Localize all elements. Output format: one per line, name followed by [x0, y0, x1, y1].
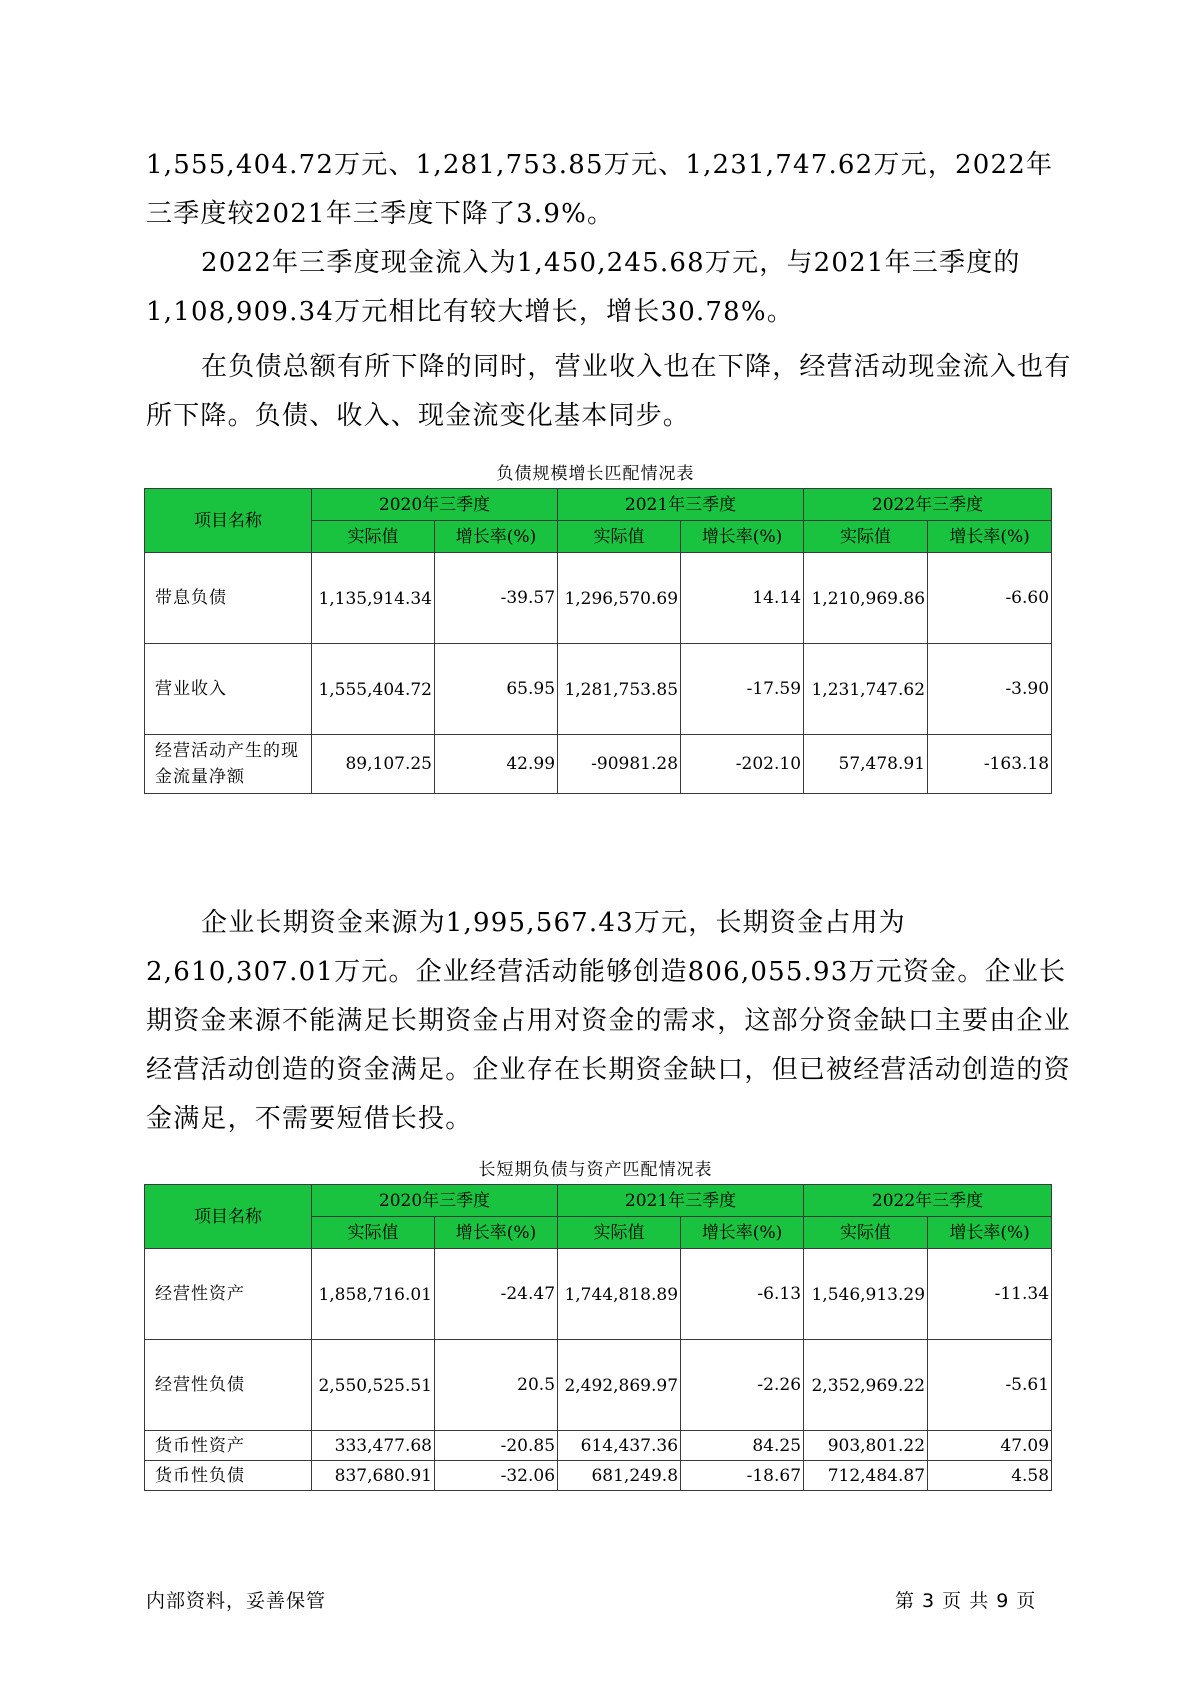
- table-row: [145, 1461, 1052, 1491]
- header-actual: 实际值: [804, 521, 928, 553]
- footer-confidential-note: 内部资料，妥善保管: [146, 1590, 327, 1612]
- growth-rate: -163.18: [928, 735, 1052, 794]
- header-item-name: 项目名称: [145, 489, 312, 553]
- footer-page-number: 第 3 页 共 9 页: [895, 1590, 1037, 1612]
- paragraph-continued: 1,555,404.72万元、1,281,753.85万元、1,231,747.62万元，2022年三季度较2021年三季度下降了3.9%。: [146, 150, 1054, 229]
- actual-value: 1,135,914.34: [312, 553, 435, 644]
- header-actual: 实际值: [312, 521, 435, 553]
- debt-growth-table: [144, 488, 1052, 794]
- header-period-2021: 2021年三季度: [558, 489, 804, 521]
- actual-value: 1,858,716.01: [312, 1249, 435, 1340]
- growth-rate: -18.67: [681, 1461, 804, 1491]
- actual-value: 1,555,404.72: [312, 644, 435, 735]
- growth-rate: -20.85: [435, 1431, 558, 1461]
- growth-rate: -202.10: [681, 735, 804, 794]
- header-growth: 增长率(%): [928, 1217, 1052, 1249]
- table-caption: 负债规模增长匹配情况表: [496, 464, 695, 484]
- header-period-2020: 2020年三季度: [312, 489, 558, 521]
- header-period-2022: 2022年三季度: [804, 489, 1052, 521]
- actual-value: 57,478.91: [804, 735, 928, 794]
- growth-rate: 47.09: [928, 1431, 1052, 1461]
- row-name: 货币性资产: [145, 1431, 312, 1461]
- growth-rate: 14.14: [681, 553, 804, 644]
- table-row: [145, 1340, 1052, 1431]
- actual-value: 614,437.36: [558, 1431, 681, 1461]
- table-row: [145, 1249, 1052, 1340]
- row-name: 带息负债: [145, 553, 312, 644]
- actual-value: 1,744,818.89: [558, 1249, 681, 1340]
- header-item-name: 项目名称: [145, 1185, 312, 1249]
- growth-rate: -11.34: [928, 1249, 1052, 1340]
- row-name: 经营性资产: [145, 1249, 312, 1340]
- growth-rate: -3.90: [928, 644, 1052, 735]
- growth-rate: -32.06: [435, 1461, 558, 1491]
- actual-value: 1,296,570.69: [558, 553, 681, 644]
- growth-rate: 84.25: [681, 1431, 804, 1461]
- table-caption: 长短期负债与资产匹配情况表: [478, 1160, 713, 1180]
- header-growth: 增长率(%): [681, 1217, 804, 1249]
- growth-rate: 4.58: [928, 1461, 1052, 1491]
- paragraph-cash-inflow: 2022年三季度现金流入为1,450,245.68万元，与2021年三季度的1,108,909.34万元相比有较大增长，增长30.78%。: [146, 248, 1021, 327]
- row-name: 货币性负债: [145, 1461, 312, 1491]
- growth-rate: -24.47: [435, 1249, 558, 1340]
- actual-value: 2,352,969.22: [804, 1340, 928, 1431]
- paragraph-liability-summary: 在负债总额有所下降的同时，营业收入也在下降，经营活动现金流入也有所下降。负债、收入、现金流变化基本同步。: [146, 352, 1072, 431]
- growth-rate: -17.59: [681, 644, 804, 735]
- growth-rate: -6.60: [928, 553, 1052, 644]
- header-actual: 实际值: [558, 521, 681, 553]
- table-row: [145, 1431, 1052, 1461]
- actual-value: 2,492,869.97: [558, 1340, 681, 1431]
- actual-value: -90981.28: [558, 735, 681, 794]
- header-period-2021: 2021年三季度: [558, 1185, 804, 1217]
- header-growth: 增长率(%): [435, 1217, 558, 1249]
- header-period-2022: 2022年三季度: [804, 1185, 1052, 1217]
- actual-value: 681,249.8: [558, 1461, 681, 1491]
- growth-rate: -2.26: [681, 1340, 804, 1431]
- header-actual: 实际值: [558, 1217, 681, 1249]
- growth-rate: 20.5: [435, 1340, 558, 1431]
- asset-liability-table: [144, 1184, 1052, 1491]
- table-row: [145, 735, 1052, 794]
- paragraph-long-term-funds: 企业长期资金来源为1,995,567.43万元，长期资金占用为2,610,307.01万元。企业经营活动能够创造806,055.93万元资金。企业长期资金来源不能满足长期资金占用对资金的需求，这部分资金缺口主要由企业经营活动创造的资金满足。企业存在长期资金缺口，但已被经营活动创造的资金满足，不需要短借长投。: [146, 908, 1071, 1134]
- actual-value: 1,210,969.86: [804, 553, 928, 644]
- actual-value: 333,477.68: [312, 1431, 435, 1461]
- growth-rate: -6.13: [681, 1249, 804, 1340]
- actual-value: 1,231,747.62: [804, 644, 928, 735]
- header-actual: 实际值: [804, 1217, 928, 1249]
- actual-value: 837,680.91: [312, 1461, 435, 1491]
- actual-value: 2,550,525.51: [312, 1340, 435, 1431]
- growth-rate: -5.61: [928, 1340, 1052, 1431]
- row-name: 营业收入: [145, 644, 312, 735]
- actual-value: 89,107.25: [312, 735, 435, 794]
- actual-value: 1,546,913.29: [804, 1249, 928, 1340]
- header-growth: 增长率(%): [681, 521, 804, 553]
- header-growth: 增长率(%): [435, 521, 558, 553]
- table-row: [145, 644, 1052, 735]
- actual-value: 1,281,753.85: [558, 644, 681, 735]
- header-period-2020: 2020年三季度: [312, 1185, 558, 1217]
- growth-rate: 42.99: [435, 735, 558, 794]
- actual-value: 712,484.87: [804, 1461, 928, 1491]
- row-name: 经营活动产生的现金流量净额: [145, 735, 312, 794]
- growth-rate: -39.57: [435, 553, 558, 644]
- header-growth: 增长率(%): [928, 521, 1052, 553]
- actual-value: 903,801.22: [804, 1431, 928, 1461]
- table-row: [145, 553, 1052, 644]
- header-actual: 实际值: [312, 1217, 435, 1249]
- row-name: 经营性负债: [145, 1340, 312, 1431]
- growth-rate: 65.95: [435, 644, 558, 735]
